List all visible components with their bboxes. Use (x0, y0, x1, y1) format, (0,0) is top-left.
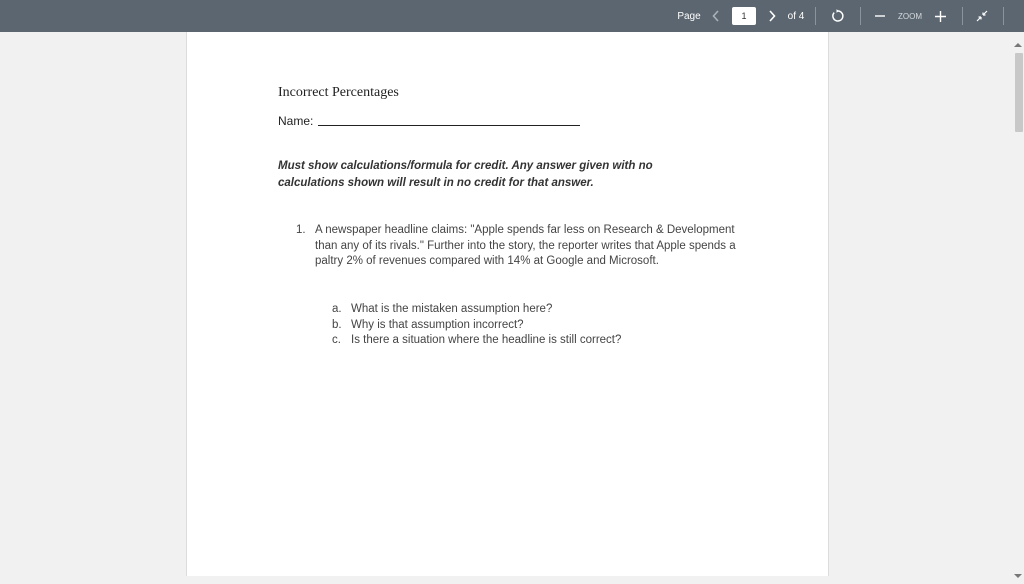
question-number: 1. (296, 224, 306, 236)
sub-question-letter: a. (332, 303, 342, 315)
collapse-icon[interactable] (973, 0, 991, 32)
sub-question-text: Is there a situation where the headline is still correct? (351, 334, 622, 346)
sub-question (332, 334, 621, 346)
viewer-toolbar (0, 0, 1024, 32)
chevron-left-icon[interactable] (709, 0, 723, 32)
sub-question-letter: b. (332, 319, 342, 331)
toolbar-divider (860, 7, 861, 25)
scroll-down-arrow-icon[interactable] (1014, 566, 1022, 572)
scrollbar-thumb[interactable] (1015, 53, 1023, 132)
scroll-up-arrow-icon[interactable] (1014, 35, 1022, 41)
sub-question (332, 303, 552, 315)
name-underline (318, 125, 580, 126)
document-title: Incorrect Percentages (278, 85, 399, 100)
instructions-text: Must show calculations/formula for credit. Any answer given with no calculations shown will result in no credit for that answer. (278, 160, 653, 189)
sub-question-text: What is the mistaken assumption here? (351, 303, 553, 315)
document-page (186, 32, 829, 576)
page-label: Page (677, 10, 701, 22)
question-text: A newspaper headline claims: "Apple spends far less on Research & Development than any of its rivals." Further into the story, the reporter writes that Apple spends a paltry 2% of revenues compared with 14% at Google and Microsoft. (315, 224, 736, 268)
sub-question-text: Why is that assumption incorrect? (351, 319, 524, 331)
zoom-label: ZOOM (898, 11, 922, 21)
page-number-input[interactable]: 1 (732, 7, 756, 25)
page-count: of 4 (787, 10, 805, 22)
toolbar-divider (815, 7, 816, 25)
minus-icon[interactable] (872, 0, 888, 32)
sub-question-letter: c. (332, 334, 341, 346)
name-label: Name: (278, 114, 314, 128)
toolbar-divider (962, 7, 963, 25)
sub-question (332, 319, 524, 331)
toolbar-divider (1003, 7, 1004, 25)
chevron-right-icon[interactable] (765, 0, 779, 32)
plus-icon[interactable] (932, 0, 948, 32)
rotate-icon[interactable] (829, 0, 847, 32)
